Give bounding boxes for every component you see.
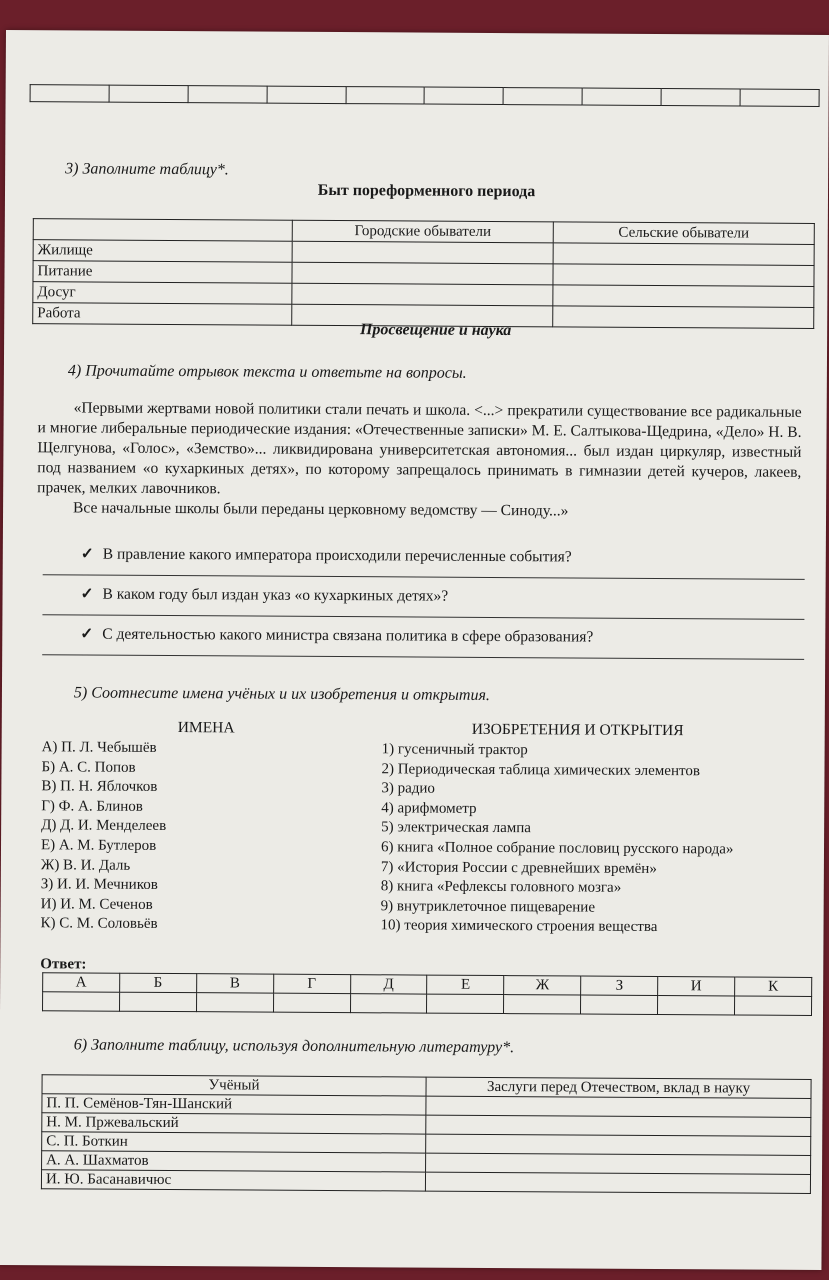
input-cell[interactable] [426, 1115, 811, 1136]
section-title: Просвещение и наука [359, 321, 512, 340]
table-row [41, 1170, 810, 1194]
inventions-header: ИЗОБРЕТЕНИЯ И ОТКРЫТИЯ [471, 720, 684, 740]
answer-input-cell[interactable] [350, 994, 427, 1013]
answer-letter: И [658, 976, 735, 995]
list-item: Е) А. М. Бутлеров [40, 837, 157, 854]
top-strip-row [30, 85, 819, 107]
answer-letter: В [196, 974, 273, 993]
inventions-list [380, 740, 734, 938]
list-item: К) С. М. Соловьёв [40, 915, 158, 933]
input-cell[interactable] [292, 241, 553, 264]
check-icon: ✓ [80, 625, 94, 643]
scientist-name: Н. М. Пржевальский [42, 1113, 426, 1134]
strip-cell[interactable] [188, 86, 267, 103]
input-cell[interactable] [426, 1153, 811, 1174]
task3-header-empty [33, 219, 292, 242]
answer-input-cell[interactable] [658, 995, 735, 1014]
task6-header-merit: Заслуги перед Отечеством, вклад в науку [426, 1077, 811, 1098]
answer-line-2[interactable] [42, 614, 804, 620]
task5-heading: 5) Соотнесите имена учёных и их изобретения и открытия. [73, 684, 490, 704]
question-2-text: В каком году был издан указ «о кухаркиных детях»? [102, 585, 449, 605]
scientist-name: И. Ю. Басанавичюс [41, 1170, 425, 1191]
list-item: 8) книга «Рефлексы головного мозга» [380, 878, 622, 896]
strip-cell[interactable] [582, 88, 661, 105]
answer-input-cell[interactable] [119, 992, 196, 1011]
answer-input-cell[interactable] [273, 993, 350, 1012]
strip-cell[interactable] [109, 85, 188, 102]
answer-line-1[interactable] [43, 574, 805, 580]
task3-title: Быт пореформенного периода [317, 181, 536, 201]
input-cell[interactable] [553, 285, 814, 308]
list-item: 9) внутриклеточное пищеварение [380, 898, 596, 916]
worksheet-page [0, 30, 829, 1270]
list-item: 7) «История России с древнейших времён» [380, 858, 657, 877]
question-1-text: В правление какого императора происходили перечисленные события? [102, 545, 572, 566]
list-item: 6) книга «Полное собрание пословиц русского народа» [380, 839, 734, 858]
list-item: З) И. И. Мечников [40, 876, 158, 894]
answer-input-row [43, 992, 812, 1016]
row-label: Досуг [33, 282, 292, 305]
answer-letter: Д [350, 975, 427, 994]
row-label: Работа [33, 303, 292, 326]
list-item: А) П. Л. Чебышёв [41, 739, 157, 756]
answer-line-3[interactable] [42, 654, 804, 660]
excerpt-paragraph-2: Все начальные школы были переданы церковному ведомству — Синоду...» [73, 499, 569, 520]
input-cell[interactable] [426, 1096, 811, 1117]
input-cell[interactable] [292, 262, 553, 285]
strip-cell[interactable] [346, 87, 425, 104]
question-2 [80, 584, 448, 605]
input-cell[interactable] [553, 264, 814, 287]
answer-input-cell[interactable] [504, 995, 581, 1014]
answer-input-cell[interactable] [735, 996, 812, 1015]
check-icon: ✓ [80, 545, 94, 563]
check-icon: ✓ [80, 585, 94, 603]
strip-cell[interactable] [740, 89, 819, 106]
task6-header-scientist: Учёный [42, 1075, 426, 1096]
answer-label: Ответ: [40, 956, 87, 973]
strip-cell[interactable] [425, 87, 504, 104]
answer-input-cell[interactable] [43, 992, 120, 1011]
excerpt-paragraph-1: «Первыми жертвами новой политики стали печать и школа. <...> прекратили существование все радикальные и многие либеральные периодические издания: «Отечественные записки» М. Е. Салтыкова-Щедрина, «Дело» Н. В. Щелгунова, «Голос», «Земство»... ликвидирована университетская автономия... был издан циркуляр, известный под названием «о кухаркиных детях», по которому запрещалось принимать в гимназии детей кучеров, лакеев, прачек, мелких лавочников. [37, 399, 802, 498]
list-item: 5) электрическая лампа [381, 819, 532, 837]
input-cell[interactable] [426, 1134, 811, 1155]
task3-header-village: Сельские обыватели [553, 222, 814, 245]
task6-table [41, 1074, 812, 1194]
list-item: 3) радио [381, 780, 435, 797]
list-item: 10) теория химического строения вещества [380, 917, 658, 936]
answer-letter: Ж [504, 976, 581, 995]
task3-heading: 3) Заполните таблицу*. [65, 160, 229, 179]
scientist-name: А. А. Шахматов [42, 1151, 426, 1172]
answer-letter: Е [427, 975, 504, 994]
scientist-name: П. П. Семёнов-Тян-Шанский [42, 1094, 426, 1115]
strip-cell[interactable] [661, 89, 740, 106]
names-list [40, 738, 166, 935]
answer-letter: А [43, 973, 120, 992]
scientist-name: С. П. Боткин [42, 1132, 426, 1153]
question-1 [81, 544, 572, 566]
question-3-text: С деятельностью какого министра связана политика в сфере образования? [102, 625, 594, 646]
list-item: Ж) В. И. Даль [40, 856, 131, 874]
input-cell[interactable] [425, 1172, 810, 1193]
answer-table [42, 972, 812, 1016]
list-item: Б) А. С. Попов [41, 758, 136, 776]
task3-table [32, 218, 815, 329]
answer-input-cell[interactable] [427, 994, 504, 1013]
strip-cell[interactable] [503, 88, 582, 105]
input-cell[interactable] [292, 283, 553, 306]
answer-input-cell[interactable] [196, 993, 273, 1012]
answer-letter: Г [273, 974, 350, 993]
top-strip-table [30, 84, 820, 107]
answer-letter: Б [120, 973, 197, 992]
names-header: ИМЕНА [177, 719, 235, 737]
list-item: 4) арифмометр [381, 800, 477, 817]
task6-heading: 6) Заполните таблицу, используя дополнительную литературу*. [73, 1036, 515, 1057]
question-3 [80, 624, 593, 646]
task3-header-city: Городские обыватели [292, 220, 553, 243]
answer-input-cell[interactable] [581, 995, 658, 1014]
answer-letter: К [735, 977, 812, 996]
list-item: В) П. Н. Яблочков [41, 778, 158, 796]
answer-letter: З [581, 976, 658, 995]
input-cell[interactable] [553, 243, 814, 266]
strip-cell[interactable] [267, 86, 346, 103]
list-item: Г) Ф. А. Блинов [41, 798, 143, 815]
list-item: Д) Д. И. Менделеев [41, 817, 167, 835]
row-label: Жилище [33, 240, 292, 263]
list-item: И) И. М. Сеченов [40, 895, 153, 913]
list-item: 1) гусеничный трактор [381, 741, 528, 759]
excerpt-text [37, 398, 802, 523]
list-item: 2) Периодическая таблица химических элементов [381, 760, 701, 779]
row-label: Питание [33, 261, 292, 284]
strip-cell[interactable] [30, 85, 109, 102]
task4-heading: 4) Прочитайте отрывок текста и ответьте на вопросы. [67, 362, 467, 382]
